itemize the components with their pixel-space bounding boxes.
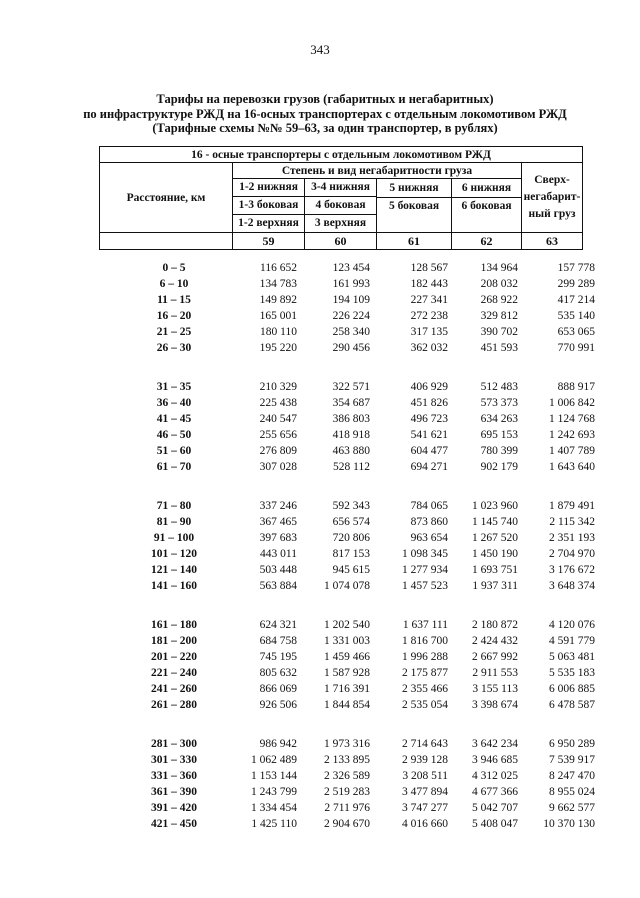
table-row bbox=[0, 633, 640, 649]
tariff-59: 684 758 bbox=[259, 635, 297, 647]
distance-cell: 21 – 25 bbox=[156, 326, 192, 338]
tariff-63: 8 955 024 bbox=[549, 786, 595, 798]
page-number: 343 bbox=[310, 42, 330, 57]
tariff-62: 268 922 bbox=[480, 294, 518, 306]
tariff-60: 656 574 bbox=[332, 516, 370, 528]
distance-header: Расстояние, км bbox=[100, 163, 233, 233]
tariff-62: 3 398 674 bbox=[472, 699, 518, 711]
tariff-61: 784 065 bbox=[410, 500, 448, 512]
table-row bbox=[0, 768, 640, 784]
group-spacer bbox=[0, 356, 640, 379]
tariff-63: 10 370 130 bbox=[543, 818, 595, 830]
tariff-61: 182 443 bbox=[410, 278, 448, 290]
tariff-63: 5 063 481 bbox=[549, 651, 595, 663]
tariff-62: 5 408 047 bbox=[472, 818, 518, 830]
subheader-60: 3-4 нижняя 4 боковая 3 верхняя bbox=[305, 179, 377, 233]
distance-cell: 6 – 10 bbox=[159, 278, 189, 290]
tariff-63: 1 242 693 bbox=[549, 429, 595, 441]
table-row bbox=[0, 800, 640, 816]
tariff-60: 1 331 003 bbox=[324, 635, 370, 647]
tariff-63: 3 176 672 bbox=[549, 564, 595, 576]
tariff-62: 2 424 432 bbox=[472, 635, 518, 647]
tariff-61: 496 723 bbox=[410, 413, 448, 425]
table-row bbox=[0, 498, 640, 514]
tariff-62: 1 450 190 bbox=[472, 548, 518, 560]
distance-cell: 391 – 420 bbox=[151, 802, 197, 814]
scheme-number-62: 62 bbox=[452, 233, 522, 250]
distance-cell: 221 – 240 bbox=[151, 667, 197, 679]
tariff-60: 1 844 854 bbox=[324, 699, 370, 711]
tariff-60: 1 973 316 bbox=[324, 738, 370, 750]
tariff-62: 1 693 751 bbox=[472, 564, 518, 576]
tariff-61: 317 135 bbox=[410, 326, 448, 338]
tariff-60: 1 202 540 bbox=[324, 619, 370, 631]
table-row bbox=[0, 681, 640, 697]
distance-cell: 31 – 35 bbox=[156, 381, 192, 393]
table-row bbox=[0, 292, 640, 308]
tariff-59: 149 892 bbox=[259, 294, 297, 306]
tariff-63: 157 778 bbox=[557, 262, 595, 274]
distance-cell: 26 – 30 bbox=[156, 342, 192, 354]
tariff-59: 307 028 bbox=[259, 461, 297, 473]
tariff-63: 770 991 bbox=[557, 342, 595, 354]
tariff-60: 528 112 bbox=[333, 461, 370, 473]
tariff-62: 3 155 113 bbox=[472, 683, 518, 695]
subheader-61: 5 нижняя 5 боковая bbox=[377, 179, 452, 233]
tariff-63: 3 648 374 bbox=[549, 580, 595, 592]
tariff-61: 1 277 934 bbox=[402, 564, 448, 576]
distance-cell: 121 – 140 bbox=[151, 564, 197, 576]
tariff-61: 227 341 bbox=[410, 294, 448, 306]
distance-cell: 301 – 330 bbox=[151, 754, 197, 766]
table-row bbox=[0, 276, 640, 292]
tariff-59: 210 329 bbox=[259, 381, 297, 393]
table-row bbox=[0, 324, 640, 340]
scheme-number-59: 59 bbox=[233, 233, 305, 250]
tariff-61: 2 714 643 bbox=[402, 738, 448, 750]
tariff-63: 4 591 779 bbox=[549, 635, 595, 647]
table-row bbox=[0, 736, 640, 752]
tariff-61: 963 654 bbox=[410, 532, 448, 544]
tariff-59: 443 011 bbox=[260, 548, 297, 560]
tariff-61: 1 996 288 bbox=[402, 651, 448, 663]
tariff-61: 362 032 bbox=[410, 342, 448, 354]
distance-cell: 201 – 220 bbox=[151, 651, 197, 663]
table-row bbox=[0, 697, 640, 713]
distance-cell: 141 – 160 bbox=[151, 580, 197, 592]
distance-cell: 81 – 90 bbox=[156, 516, 192, 528]
tariff-62: 134 964 bbox=[480, 262, 518, 274]
tariff-61: 3 208 511 bbox=[402, 770, 448, 782]
tariff-63: 417 214 bbox=[557, 294, 595, 306]
table-row bbox=[0, 617, 640, 633]
tariff-61: 1 457 523 bbox=[402, 580, 448, 592]
tariff-59: 116 652 bbox=[260, 262, 297, 274]
distance-cell: 241 – 260 bbox=[151, 683, 197, 695]
tariff-60: 2 711 976 bbox=[324, 802, 370, 814]
tariff-62: 390 702 bbox=[480, 326, 518, 338]
tariff-61: 272 238 bbox=[410, 310, 448, 322]
distance-cell: 331 – 360 bbox=[151, 770, 197, 782]
tariff-63: 535 140 bbox=[557, 310, 595, 322]
tariff-61: 2 355 466 bbox=[402, 683, 448, 695]
tariff-60: 386 803 bbox=[332, 413, 370, 425]
distance-cell: 51 – 60 bbox=[156, 445, 192, 457]
tariff-60: 418 918 bbox=[332, 429, 370, 441]
tariff-63: 4 120 076 bbox=[549, 619, 595, 631]
tariff-table-body bbox=[0, 260, 640, 832]
tariff-62: 2 180 872 bbox=[472, 619, 518, 631]
tariff-59: 165 001 bbox=[259, 310, 297, 322]
tariff-62: 4 677 366 bbox=[472, 786, 518, 798]
tariff-62: 695 153 bbox=[480, 429, 518, 441]
tariff-63: 653 065 bbox=[557, 326, 595, 338]
tariff-62: 208 032 bbox=[480, 278, 518, 290]
distance-cell: 46 – 50 bbox=[156, 429, 192, 441]
tariff-59: 255 656 bbox=[259, 429, 297, 441]
table-row bbox=[0, 459, 640, 475]
tariff-63: 7 539 917 bbox=[549, 754, 595, 766]
table-row bbox=[0, 578, 640, 594]
tariff-59: 1 062 489 bbox=[251, 754, 297, 766]
tariff-60: 817 153 bbox=[332, 548, 370, 560]
tariff-59: 1 425 110 bbox=[251, 818, 297, 830]
tariff-62: 780 399 bbox=[480, 445, 518, 457]
tariff-60: 2 519 283 bbox=[324, 786, 370, 798]
distance-cell: 361 – 390 bbox=[151, 786, 197, 798]
tariff-62: 4 312 025 bbox=[472, 770, 518, 782]
group-spacer bbox=[0, 713, 640, 736]
tariff-60: 354 687 bbox=[332, 397, 370, 409]
tariff-59: 926 506 bbox=[259, 699, 297, 711]
tariff-63: 9 662 577 bbox=[549, 802, 595, 814]
tariff-61: 694 271 bbox=[410, 461, 448, 473]
title-line-3: (Тарифные схемы №№ 59–63, за один транспортер, в рублях) bbox=[152, 121, 498, 135]
table-row bbox=[0, 816, 640, 832]
table-row bbox=[0, 411, 640, 427]
table-row bbox=[0, 260, 640, 276]
tariff-59: 624 321 bbox=[259, 619, 297, 631]
distance-cell: 281 – 300 bbox=[151, 738, 197, 750]
table-row bbox=[0, 649, 640, 665]
tariff-61: 2 535 054 bbox=[402, 699, 448, 711]
page-title bbox=[60, 92, 590, 136]
table-title: 16 - осные транспортеры с отдельным локомотивом РЖД bbox=[100, 147, 583, 163]
tariff-62: 512 483 bbox=[480, 381, 518, 393]
table-row bbox=[0, 308, 640, 324]
tariff-62: 1 267 520 bbox=[472, 532, 518, 544]
tariff-59: 225 438 bbox=[259, 397, 297, 409]
tariff-62: 573 373 bbox=[480, 397, 518, 409]
distance-cell: 71 – 80 bbox=[156, 500, 192, 512]
tariff-60: 1 459 466 bbox=[324, 651, 370, 663]
tariff-62: 1 023 960 bbox=[472, 500, 518, 512]
title-line-1: Тарифы на перевозки грузов (габаритных и негабаритных) bbox=[156, 92, 494, 106]
tariff-60: 258 340 bbox=[332, 326, 370, 338]
table-row bbox=[0, 340, 640, 356]
table-row bbox=[0, 427, 640, 443]
tariff-60: 226 224 bbox=[332, 310, 370, 322]
tariff-61: 541 621 bbox=[410, 429, 448, 441]
tariff-61: 2 939 128 bbox=[402, 754, 448, 766]
tariff-59: 134 783 bbox=[259, 278, 297, 290]
tariff-59: 986 942 bbox=[259, 738, 297, 750]
distance-cell: 181 – 200 bbox=[151, 635, 197, 647]
distance-cell: 16 – 20 bbox=[156, 310, 192, 322]
tariff-59: 1 153 144 bbox=[251, 770, 297, 782]
distance-cell: 421 – 450 bbox=[151, 818, 197, 830]
tariff-62: 1 937 311 bbox=[472, 580, 518, 592]
tariff-61: 1 637 111 bbox=[402, 619, 448, 631]
table-row bbox=[0, 379, 640, 395]
group-spacer bbox=[0, 475, 640, 498]
tariff-60: 945 615 bbox=[332, 564, 370, 576]
table-row bbox=[0, 530, 640, 546]
tariff-60: 592 343 bbox=[332, 500, 370, 512]
tariff-59: 397 683 bbox=[259, 532, 297, 544]
tariff-60: 1 587 928 bbox=[324, 667, 370, 679]
table-row bbox=[0, 443, 640, 459]
tariff-63: 1 407 789 bbox=[549, 445, 595, 457]
tariff-59: 1 334 454 bbox=[251, 802, 297, 814]
tariff-60: 2 326 589 bbox=[324, 770, 370, 782]
tariff-63: 888 917 bbox=[557, 381, 595, 393]
tariff-59: 563 884 bbox=[259, 580, 297, 592]
table-row bbox=[0, 665, 640, 681]
tariff-59: 276 809 bbox=[259, 445, 297, 457]
tariff-59: 337 246 bbox=[259, 500, 297, 512]
tariff-59: 866 069 bbox=[259, 683, 297, 695]
distance-cell: 11 – 15 bbox=[157, 294, 191, 306]
distance-cell: 0 – 5 bbox=[162, 262, 186, 274]
tariff-63: 6 006 885 bbox=[549, 683, 595, 695]
title-line-2: по инфраструктуре РЖД на 16-осных транспортерах с отдельным локомотивом РЖД bbox=[83, 106, 567, 121]
tariff-60: 2 904 670 bbox=[324, 818, 370, 830]
tariff-61: 4 016 660 bbox=[402, 818, 448, 830]
tariff-60: 2 133 895 bbox=[324, 754, 370, 766]
tariff-62: 451 593 bbox=[480, 342, 518, 354]
distance-cell: 61 – 70 bbox=[156, 461, 192, 473]
distance-cell: 91 – 100 bbox=[153, 532, 195, 544]
tariff-62: 2 667 992 bbox=[472, 651, 518, 663]
tariff-60: 322 571 bbox=[332, 381, 370, 393]
distance-cell: 101 – 120 bbox=[151, 548, 197, 560]
scheme-number-63: 63 bbox=[522, 233, 583, 250]
tariff-60: 1 716 391 bbox=[324, 683, 370, 695]
table-row bbox=[0, 784, 640, 800]
tariff-61: 406 929 bbox=[410, 381, 448, 393]
tariff-63: 6 478 587 bbox=[549, 699, 595, 711]
subheader-59: 1-2 нижняя 1-3 боковая 1-2 верхняя bbox=[233, 179, 305, 233]
scheme-number-60: 60 bbox=[305, 233, 377, 250]
scheme-number-blank bbox=[100, 233, 233, 250]
tariff-60: 720 806 bbox=[332, 532, 370, 544]
tariff-61: 3 747 277 bbox=[402, 802, 448, 814]
distance-cell: 41 – 45 bbox=[156, 413, 192, 425]
tariff-62: 2 911 553 bbox=[472, 667, 518, 679]
tariff-62: 902 179 bbox=[480, 461, 518, 473]
distance-cell: 261 – 280 bbox=[151, 699, 197, 711]
group-spacer bbox=[0, 594, 640, 617]
tariff-63: 2 351 193 bbox=[549, 532, 595, 544]
tariff-62: 5 042 707 bbox=[472, 802, 518, 814]
subheader-62: 6 нижняя 6 боковая bbox=[452, 179, 522, 233]
tariff-63: 1 006 842 bbox=[549, 397, 595, 409]
table-row bbox=[0, 395, 640, 411]
tariff-63: 1 643 640 bbox=[549, 461, 595, 473]
tariff-61: 873 860 bbox=[410, 516, 448, 528]
tariff-61: 3 477 894 bbox=[402, 786, 448, 798]
tariff-61: 604 477 bbox=[410, 445, 448, 457]
tariff-63: 2 704 970 bbox=[549, 548, 595, 560]
tariff-63: 1 124 768 bbox=[549, 413, 595, 425]
tariff-59: 805 632 bbox=[259, 667, 297, 679]
tariff-61: 128 567 bbox=[410, 262, 448, 274]
tariff-59: 240 547 bbox=[259, 413, 297, 425]
tariff-59: 180 110 bbox=[260, 326, 297, 338]
tariff-61: 1 098 345 bbox=[402, 548, 448, 560]
tariff-63: 5 535 183 bbox=[549, 667, 595, 679]
distance-cell: 161 – 180 bbox=[151, 619, 197, 631]
tariff-60: 123 454 bbox=[332, 262, 370, 274]
tariff-63: 8 247 470 bbox=[549, 770, 595, 782]
group-header: Степень и вид негабаритности груза bbox=[233, 163, 522, 179]
tariff-60: 161 993 bbox=[332, 278, 370, 290]
tariff-61: 451 826 bbox=[410, 397, 448, 409]
distance-cell: 36 – 40 bbox=[156, 397, 192, 409]
table-row bbox=[0, 546, 640, 562]
tariff-59: 367 465 bbox=[259, 516, 297, 528]
tariff-60: 463 880 bbox=[332, 445, 370, 457]
tariff-59: 195 220 bbox=[259, 342, 297, 354]
tariff-60: 1 074 078 bbox=[324, 580, 370, 592]
table-row bbox=[0, 514, 640, 530]
tariff-60: 290 456 bbox=[332, 342, 370, 354]
table-row bbox=[0, 752, 640, 768]
tariff-63: 2 115 342 bbox=[549, 516, 595, 528]
tariff-62: 3 642 234 bbox=[472, 738, 518, 750]
tariff-61: 1 816 700 bbox=[402, 635, 448, 647]
tariff-61: 2 175 877 bbox=[402, 667, 448, 679]
tariff-63: 299 289 bbox=[557, 278, 595, 290]
tariff-59: 745 195 bbox=[259, 651, 297, 663]
tariff-59: 1 243 799 bbox=[251, 786, 297, 798]
tariff-63: 6 950 289 bbox=[549, 738, 595, 750]
scheme-number-61: 61 bbox=[377, 233, 452, 250]
tariff-59: 503 448 bbox=[259, 564, 297, 576]
tariff-62: 3 946 685 bbox=[472, 754, 518, 766]
table-row bbox=[0, 562, 640, 578]
tariff-62: 1 145 740 bbox=[472, 516, 518, 528]
tariff-60: 194 109 bbox=[332, 294, 370, 306]
tariff-table-header bbox=[99, 146, 583, 250]
tariff-62: 329 812 bbox=[480, 310, 518, 322]
tariff-63: 1 879 491 bbox=[549, 500, 595, 512]
tariff-62: 634 263 bbox=[480, 413, 518, 425]
oversize-header: Сверх-негабарит-ный груз bbox=[522, 163, 583, 233]
